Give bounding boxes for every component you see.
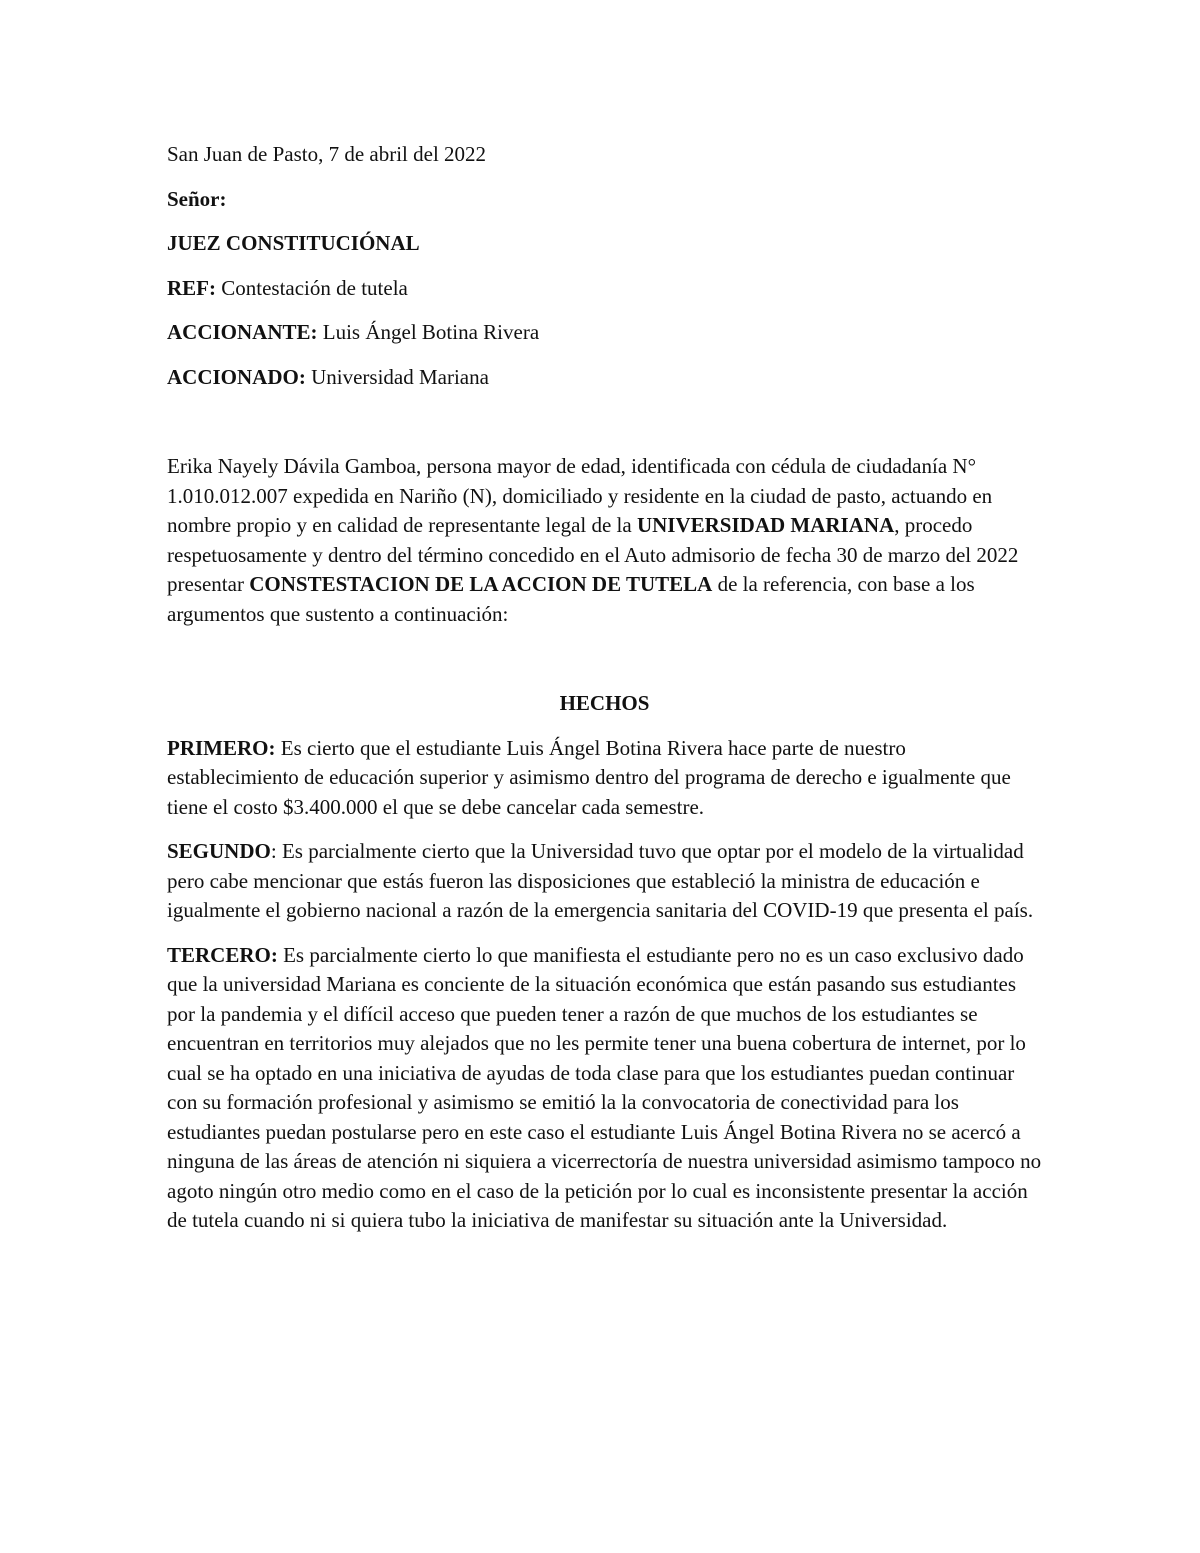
place-date: San Juan de Pasto, 7 de abril del 2022: [167, 142, 487, 166]
fact-segundo: [167, 837, 1042, 926]
fact-label: PRIMERO:: [167, 735, 276, 760]
fact-tercero: [167, 941, 1042, 1236]
ref-value: Contestación de tutela: [216, 275, 408, 300]
fact-text: Es parcialmente cierto lo que manifiesta el estudiante pero no es un caso exclusivo dado que la universidad Mariana es conciente de la situación económica que están pasando sus estudiantes por la pandemia y el difícil acceso que pueden tener a razón de que muchos de los estudiantes se encuentran en territorios muy alejados que no les permite tener una buena cobertura de internet, por lo cual se ha optado en una iniciativa de ayudas de toda clase para que los estudiantes puedan continuar con su formación profesional y asimismo se emitió la la convocatoria de conectividad para los estudiantes puedan postularse pero en este caso el estudiante Luis Ángel Botina Rivera no se acercó a ninguna de las áreas de atención ni siquiera a vicerrectoría de nuestra universidad asimismo tampoco no agoto ningún otro medio como en el caso de la petición por lo cual es inconsistente presentar la acción de tutela cuando ni si quiera tubo la iniciativa de manifestar su situación ante la Universidad.: [167, 942, 1042, 1232]
intro-text-2: , procedo respetuosamente y dentro del término concedido en el Auto admisorio de fecha 30 de marzo del 2022 presentar: [167, 513, 1019, 596]
accionado-label: ACCIONADO:: [167, 364, 306, 389]
ref-line: [167, 274, 1042, 304]
accionado-line: [167, 363, 1042, 393]
document-page: [167, 140, 1042, 1236]
fact-label: TERCERO:: [167, 942, 278, 967]
intro-bold-2: CONSTESTACION DE LA ACCION DE TUTELA: [249, 572, 713, 596]
accionante-value: Luis Ángel Botina Rivera: [317, 320, 540, 344]
recipient: JUEZ CONSTITUCIÓNAL: [167, 231, 420, 255]
intro-paragraph: [167, 452, 1042, 629]
fact-primero: [167, 734, 1042, 823]
intro-text-1: Erika Nayely Dávila Gamboa, persona mayor de edad, identificada con cédula de ciudadanía N° 1.010.012.007 expedida en Nariño (N), domiciliado y residente en la ciudad de pasto, actuando en nombre propio y en calidad de representante legal de la: [167, 454, 993, 537]
fact-text: : Es parcialmente cierto que la Universidad tuvo que optar por el modelo de la virtualidad pero cabe mencionar que estás fueron las disposiciones que estableció la ministra de educación e igualmente el gobierno nacional a razón de la emergencia sanitaria del COVID-19 que presenta el país.: [167, 839, 1034, 922]
accionante-line: [167, 318, 1042, 348]
ref-label: REF:: [167, 275, 216, 300]
section-title: HECHOS: [559, 691, 650, 715]
accionante-label: ACCIONANTE:: [167, 320, 318, 344]
intro-text-3: de la referencia, con base a los argumentos que sustento a continuación:: [167, 572, 975, 626]
fact-label: SEGUNDO: [167, 839, 271, 863]
fact-text: Es cierto que el estudiante Luis Ángel Botina Rivera hace parte de nuestro establecimiento de educación superior y asimismo dentro del programa de derecho e igualmente que tiene el costo $3.400.000 el que se debe cancelar cada semestre.: [167, 735, 1011, 819]
salutation: Señor:: [167, 186, 227, 211]
intro-bold-1: UNIVERSIDAD MARIANA: [636, 513, 895, 537]
accionado-value: Universidad Mariana: [305, 364, 489, 389]
